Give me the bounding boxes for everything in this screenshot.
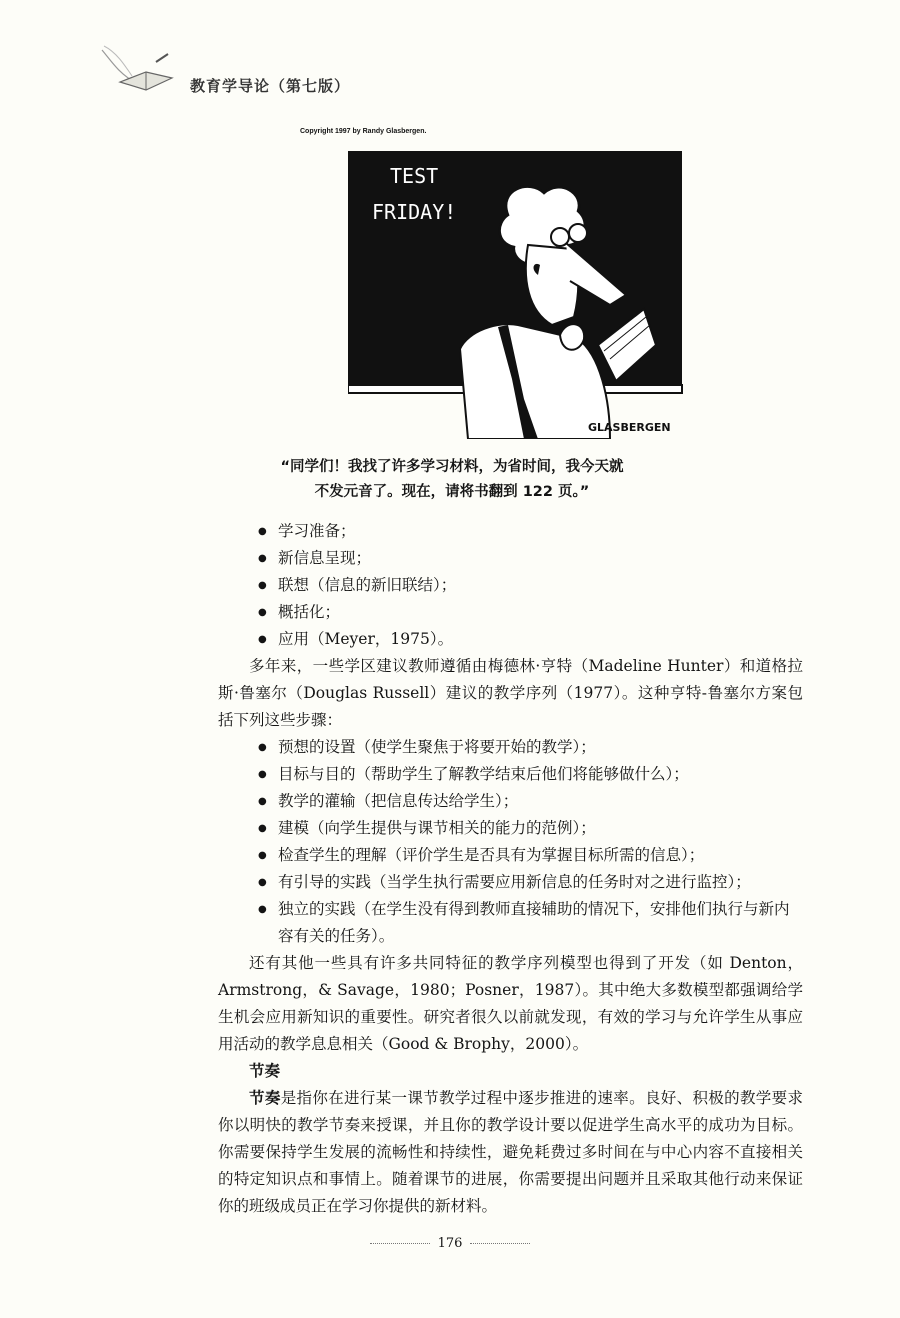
list-item: ● 应用（Meyer，1975）。 (258, 626, 803, 653)
learning-steps-list (218, 518, 803, 653)
list-item: ● 独立的实践（在学生没有得到教师直接辅助的情况下，安排他们执行与新内容有关的任务）。 (258, 896, 803, 950)
footer-divider-right (470, 1243, 530, 1244)
footer-divider-left (370, 1243, 430, 1244)
page-footer (0, 1236, 900, 1251)
list-item: ● 建模（向学生提供与课节相关的能力的范例）； (258, 815, 803, 842)
body-text (218, 518, 803, 1220)
pacing-lead-term: 节奏 (249, 1089, 281, 1107)
pacing-text: 是指你在进行某一课节教学过程中逐步推进的速率。良好、积极的教学要求你以明快的教学节奏来授课，并且你的教学设计要以促进学生高水平的成功为目标。你需要保持学生发展的流畅性和持续性，避免耗费过多时间在与中心内容不直接相关的特定知识点和事情上。随着课节的进展，你需要提出问题并且采取其他行动来保证你的班级成员正在学习你提供的新材料。 (218, 1089, 803, 1215)
paragraph-pacing (218, 1085, 803, 1220)
caption-line2: 不发元音了。现在，请将书翻到 122 页。” (314, 484, 590, 500)
running-title: 教育学导论（第七版） (190, 77, 351, 95)
board-text-line1: TEST (390, 164, 439, 188)
list-item: ● 学习准备； (258, 518, 803, 545)
cartoon-copyright: Copyright 1997 by Randy Glasbergen. (300, 128, 427, 135)
teacher-cartoon (348, 149, 684, 439)
list-item: ● 概括化； (258, 599, 803, 626)
list-item: ● 预想的设置（使学生聚焦于将要开始的教学）； (258, 734, 803, 761)
list-item: ● 新信息呈现； (258, 545, 803, 572)
paragraph-models: 还有其他一些具有许多共同特征的教学序列模型也得到了开发（如 Denton，Armstrong，& Savage，1980；Posner，1987）。其中绝大多数模型都强调给学生机会应用新知识的重要性。研究者很久以前就发现，有效的学习与允许学生从事应用活动的教学息息相关（Good & Brophy，2000）。 (218, 954, 803, 1053)
list-item: ● 教学的灌输（把信息传达给学生）； (258, 788, 803, 815)
page-number: 176 (437, 1236, 463, 1251)
section-heading: 节奏 (249, 1062, 281, 1080)
list-item: ● 联想（信息的新旧联结）； (258, 572, 803, 599)
hunter-russell-steps-list (218, 734, 803, 950)
paragraph-hunter-russell: 多年来，一些学区建议教师遵循由梅德林·亨特（Madeline Hunter）和道格拉斯·鲁塞尔（Douglas Russell）建议的教学序列（1977）。这种亨特-鲁塞尔方案包括下列这些步骤： (218, 657, 803, 729)
list-item: ● 目标与目的（帮助学生了解教学结束后他们将能够做什么）； (258, 761, 803, 788)
book-feather-icon (98, 42, 178, 94)
caption-line1: “同学们！我找了许多学习材料，为省时间，我今天就 (280, 459, 624, 475)
list-item: ● 检查学生的理解（评价学生是否具有为掌握目标所需的信息）； (258, 842, 803, 869)
board-text-line2: FRIDAY! (372, 200, 457, 224)
cartoon-signature: GLASBERGEN (588, 421, 671, 434)
list-item: ● 有引导的实践（当学生执行需要应用新信息的任务时对之进行监控）； (258, 869, 803, 896)
cartoon-caption (160, 455, 744, 505)
